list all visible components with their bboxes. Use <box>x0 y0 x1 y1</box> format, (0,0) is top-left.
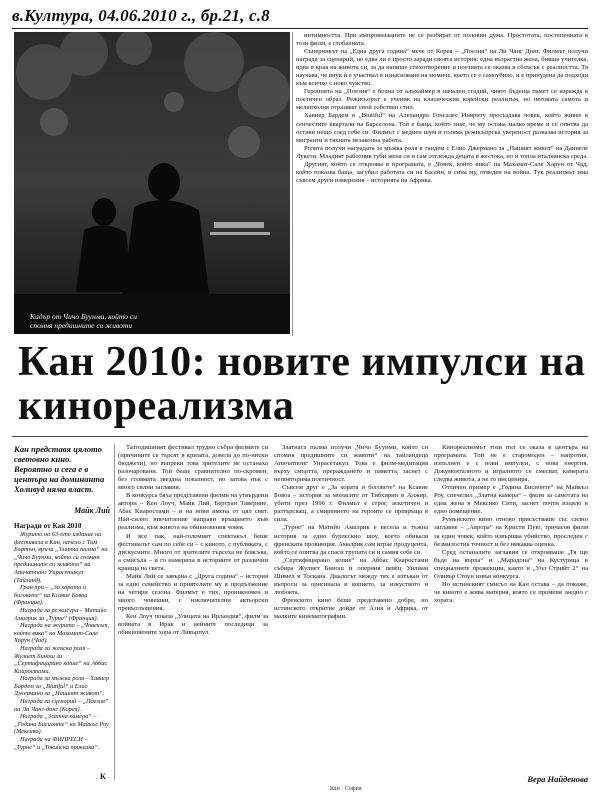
masthead: в.Култура, 04.06.2010 г., бр.21, с.8 <box>12 6 270 25</box>
paragraph: Другият, който се откроява в програмата, е „Човек, който вика“ на Махамат-Сале Харун от Чад, който показва баща, загубил работата си на басейн, и сина му, отведен на война. Тук реализмът има съвсем други измерения – историята на Африка. <box>296 160 588 184</box>
paragraph: „Сертифицирано копие“ на Аббас Киаростами събира Жулиет Бинош и оперния певец Уилиам Шимел в Тоскана. Диалогът между тях е изтъкан от въпроси за оригинала и копието, за изкуството и любовта. <box>274 556 428 596</box>
paragraph: Златната палма получи „Чичо Буунми, който си спомня предишните си животи“ на тайландеца Апичатпонг Уирасетакул. Това е филм-медитация върху смъртта, прераждането и паметта, заснет с неповторима поетичност. <box>274 444 428 484</box>
sidebar-item: Награда за женска роля – Жулиет Бинош за „Сертифицирано копие“ на Аббас Киаростами. <box>14 644 108 675</box>
sidebar-item: Журито на 63-ото издание на фестивала в Кан, начело с Тим Бъртън, връчи „Златна палма“ на „Чичо Буунми, който си спомня предишните си животи“ на Апичатпонг Уирасетакул (Тайланд). <box>14 531 108 584</box>
photo-caption: Кадър от Чичо Буунми, който си спомня предишните си животи <box>30 312 137 330</box>
paragraph: Кинореализмът този път се оказа в центъра на програмата. Той не е старомоден – напротив, изпълнен е с нови импулси, с нова енергия. Документалното и игралното се смесват, камерата следва живота, а не го инсценира. <box>434 444 588 484</box>
paragraph: Френското кино беше представено добре, но истинското откритие дойде от Азия и Африка, от малките кинематографии. <box>274 596 428 620</box>
paragraph: Хавиер Бардем в „Biutiful“ на Алехандро Гонсалес Иняриту пресъздава човек, който живее в сенчестите квартали на Барселона. Той е баща, който знае, че му остава малко време и се опитва да остави нещо след себе си. Филмът с медиен шум и голяма режисьорска увереност разказва история за мигранти и тяхната незаконна работа. <box>296 112 588 144</box>
paragraph: Тазгодишният фестивал трудно събра филмите си (причините се търсят в кризата, довела до по-ниски бюджети), но въпреки това зрителите не останаха разочаровани. Той беше сравнително по-скромен, без голямата звездна показност, но затова пък с много силни заглавия. <box>118 444 268 492</box>
paragraph: Кен Лоуч показа „Улицата на Ирландия“, филм за войната в Ирак и нейните последици за обикновените хора от Ливърпул. <box>118 612 268 637</box>
sidebar-item: Награда на журито – „Човекът, който вика“ на Махамат-Сале Харун (Чад). <box>14 622 110 645</box>
paragraph: Отличен пример е „Година Бисионте“ на Майкъл Роу, спечелил „Златна камера“ – филм за самотата на една жена в Мексико Сити, заснет почти изцяло в едно помещение. <box>434 484 588 516</box>
sidebar-item: Награда за сценарий – „Поезия“ на Ли Чанг-донг (Корея). <box>14 698 109 713</box>
headline: Кан 2010: новите импулси на кинореализма <box>18 339 586 429</box>
sidebar-item: Награда „Златна камера“ – „Година Бисионте“ на Майкъл Роу (Мексико). <box>14 713 109 736</box>
sidebar-item: Награда за мъжка роля – Хавиер Бардем за „Biutiful“ и Елио Джермано за „Нашият живот“. <box>14 675 110 698</box>
column-divider <box>114 444 115 780</box>
article-column-2 <box>274 444 428 776</box>
paragraph: Ролята получи наградата за мъжка роля в тандем с Елио Джермано за „Нашият живот“ на Даниеле Лукети. Младият работник губи жена си и сам отглежда децата в жестока, но и топла италианска среда. <box>296 144 588 160</box>
top-rule <box>12 28 588 29</box>
mid-rule <box>12 436 588 437</box>
lede-quote: Кан представя цялото световно кино. Вероятно и сега е в центъра на доминанта Холивуд няма власт. <box>14 444 105 494</box>
film-still-image <box>14 32 290 334</box>
article-upper-right-column <box>296 32 588 336</box>
article-column-3 <box>434 444 588 764</box>
sidebar-item: Награда за режисура – Матийо Амалрик за „Турне“ (Франция). <box>14 606 107 622</box>
paragraph: Съперникът на „Една друга година“ мече от Корея – „Поезия“ на Ли Чанг Донг. Филмът получи награда за сценарий, но едва ли е просто заради своята история: една възрастна жена, бивша учителка, идва в края на живота си, за да напише стихотворение и поезията се оказва в сблъсък с реалността. Тя научава, че внук ѝ е участвал в изнасилване на момиче, което се е самоубило, и е принудена да подходи към всичко с ново чувство. <box>296 48 588 88</box>
sidebar-title: Награди от Кан 2010 <box>14 522 82 530</box>
sidebar-item: Награда на ФИПРЕСИ – „Турне“ и „Токийска приказка“. <box>14 736 100 751</box>
paragraph: „Турне“ на Матийо Амалрик е весела и тъжна история за едно бурлескно шоу, което обикаля френската провинция. Амалрик сам играе продуцента, който се опитва да спаси трупата си и самия себе си. <box>274 524 428 556</box>
footer-note: Кан · София <box>330 786 362 792</box>
paragraph: В конкурса бяха представени филми на утвърдени автори – Кен Лоуч, Майк Лий, Бертран Таверние, Абас Киаростами – и на нови имена от цял свят. Най-силно впечатление направи връщането към реализма, към живота на обикновения човек. <box>118 492 268 532</box>
sidebar-end-mark: К <box>100 772 106 781</box>
paragraph: Майк Лий се завърна с „Друга година“ – история за едно семейство и приятелите му в продължение на четири сезона. Филмът е тих, проникновен и много човешки, с изключителни актьорски превъплъщения. <box>118 572 268 612</box>
paragraph: Съвсем друг е „За хората и боговете“ на Ксавие Бовоа – история за монасите от Тибхирин в Алжир, убити през 1996 г. Филмът е строг, аскетичен и разтърсващ, а смирението на героите се превръща в сила. <box>274 484 428 524</box>
paragraph: Но истинският смисъл на Кан остава – да покаже, че киното е жива материя, която се променя заедно с хората. <box>434 580 588 604</box>
paragraph: Румънското кино отново присъстваше със силно заглавие – „Аврора“ на Кристи Пую, тричасов филм за един човек, който извършва убийство, проследен с безмилостна точност и без никаква оценка. <box>434 516 588 548</box>
column-divider <box>292 32 293 336</box>
paragraph: И все пак, най-големият спектакъл беше фестивалът сам по себе си – с киното, с публиката, с дискусиите. Много от зрителите търсеха не блясъка, а смисъла – и го намериха в историите от различни краища на света. <box>118 532 268 572</box>
film-still-photo <box>14 32 290 334</box>
article-column-1 <box>118 444 268 776</box>
lede-author: Майк Лий <box>74 506 110 515</box>
paragraph: интимността. При импровизациите не се разбират от половин дума. Простотата, постепенната в този филм, е глобалната. <box>296 32 588 48</box>
sidebar-item: Гран при – „За хората и боговете“ на Ксавие Бовоа (Франция). <box>14 584 88 607</box>
paragraph: Сред останалите заглавия се открояваше „Тя ще бъде на върха“ и „Марадона“ на Кустурица в специалните прожекции, както и „Уол Стрийт 2“ на Оливър Стоун извън конкурса. <box>434 548 588 580</box>
awards-sidebar <box>14 522 110 784</box>
paragraph: Героинята на „Поезия“ е болна от алцхаймер в начален стадий, чиято бъдеща памет се изражда в поетичен образ. Режисьорът е ученик на класическия корейски реализъм, но неговата самота и меланхолия отразяват свой собствен стил. <box>296 88 588 112</box>
author-signature: Вера Найденова <box>527 774 588 784</box>
